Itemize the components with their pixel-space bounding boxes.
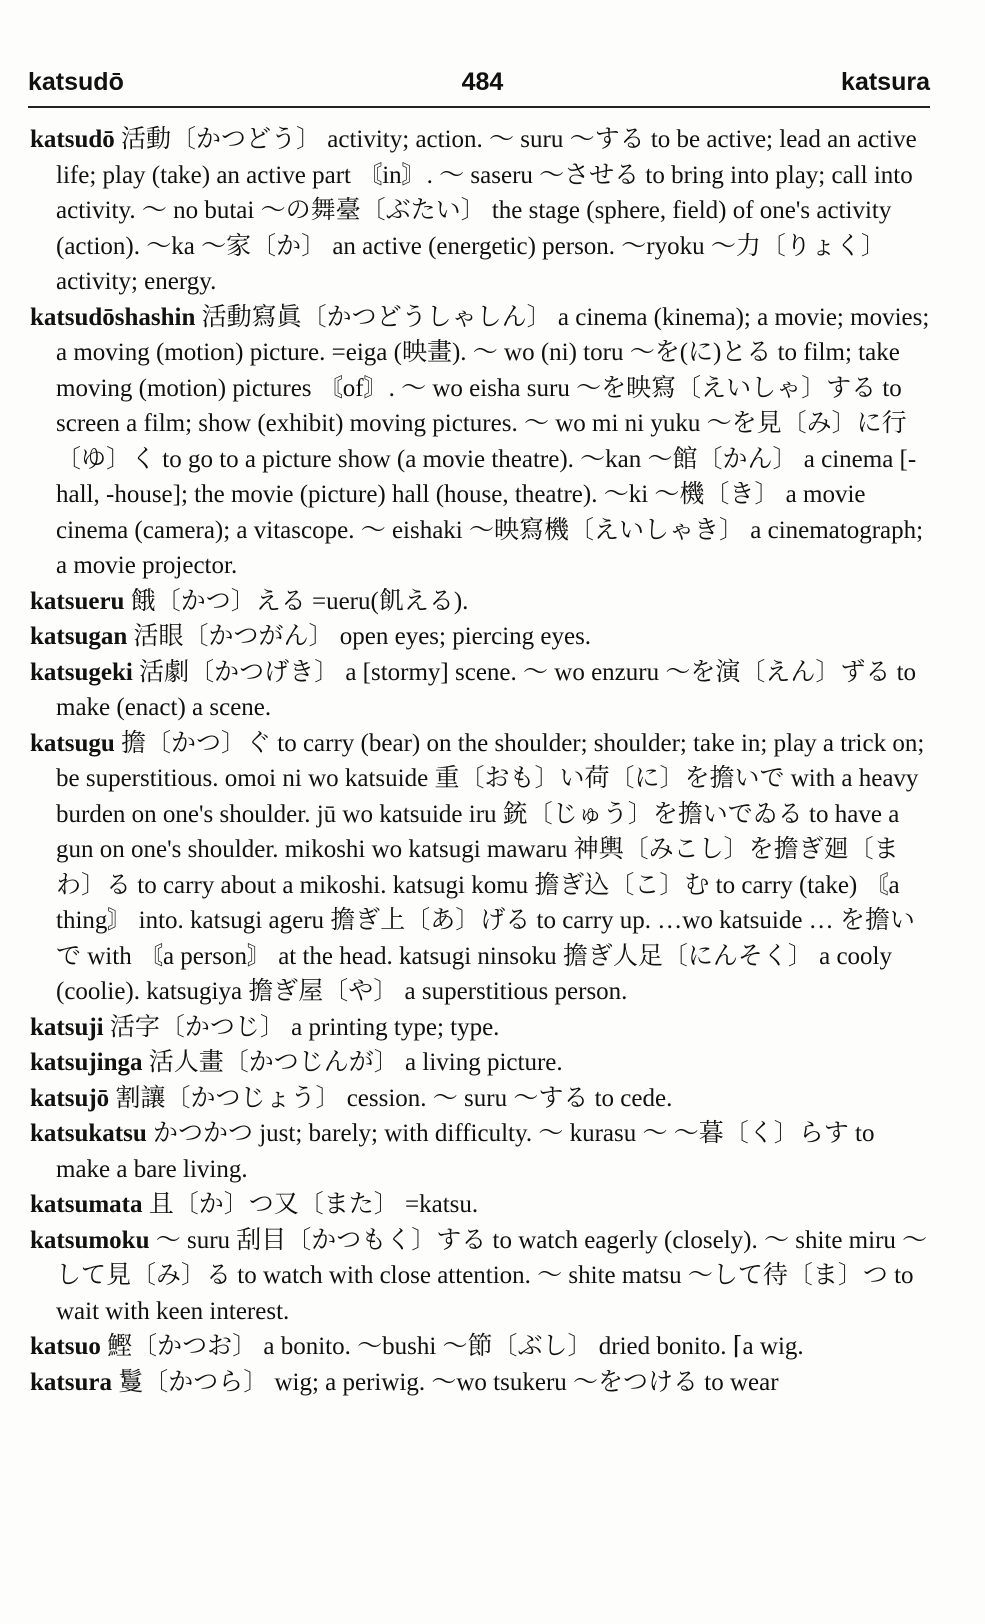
headword: katsugeki (30, 658, 133, 686)
definition: 鰹〔かつお〕 a bonito. ～bushi ～節〔ぶし〕 dried bonito. ⌈a wig. (107, 1333, 804, 1360)
definition: 活眼〔かつがん〕 open eyes; piercing eyes. (133, 623, 592, 650)
entry-katsukatsu (30, 1116, 933, 1187)
header-left-guide-word: katsudō (28, 68, 124, 96)
entry-katsura (30, 1365, 933, 1401)
page-header (28, 68, 930, 97)
headword: katsukatsu (30, 1120, 147, 1147)
definition: 活字〔かつじ〕 a printing type; type. (109, 1013, 500, 1041)
entry-katsuji (30, 1010, 933, 1046)
headword: katsumata (30, 1191, 143, 1218)
headword: katsuo (30, 1333, 101, 1360)
headword: katsumoku (30, 1226, 150, 1254)
entry-katsujinga (30, 1045, 933, 1081)
entry-katsudo (30, 122, 933, 300)
headword: katsudō (30, 126, 115, 153)
entry-katsugu (30, 726, 933, 1010)
entry-katsueru (30, 584, 933, 620)
headword: katsujō (30, 1084, 110, 1112)
headword: katsuji (30, 1013, 104, 1041)
entry-katsugan (30, 619, 933, 655)
definition: 且〔か〕つ又〔また〕 =katsu. (148, 1191, 479, 1218)
headword: katsueru (30, 587, 125, 615)
dictionary-entries (30, 122, 933, 1400)
definition: かつかつ just; barely; with difficulty. ～ kurasu ～ ～暮〔く〕らす to make a bare living. (56, 1120, 875, 1183)
entry-katsugeki (30, 655, 933, 726)
headword: katsujinga (30, 1049, 143, 1076)
entry-katsujo (30, 1081, 933, 1117)
definition: ～ suru 刮目〔かつもく〕する to watch eagerly (closely). ～ shite miru ～して見〔み〕る to watch with close attention. ～ shite matsu ～して待〔ま〕つ to wait with keen interest. (56, 1226, 928, 1325)
definition: 活劇〔かつげき〕 a [stormy] scene. ～ wo enzuru ～を演〔えん〕ずる to make (enact) a scene. (56, 658, 917, 721)
entry-katsudoshashin (30, 300, 933, 584)
headword: katsugan (30, 623, 128, 650)
page-number: 484 (461, 68, 504, 96)
definition: 割讓〔かつじょう〕 cession. ～ suru ～する to cede. (115, 1084, 673, 1112)
entry-katsumoku (30, 1223, 933, 1330)
entry-katsumata (30, 1187, 933, 1223)
definition: 餓〔かつ〕える =ueru(飢える). (130, 587, 469, 615)
headword: katsudōshashin (30, 303, 196, 331)
definition: 活動〔かつどう〕 activity; action. ～ suru ～する to be active; lead an active life; play (take) an active part 〘in〙. ～ saseru ～させる to bring into play; call into activity. ～ no butai ～の舞臺〔ぶたい〕 the stage (sphere, field) of one's activity (action). ～ka ～家〔か〕 an active (energetic) person. ～ryoku ～力〔りょく〕 activity; energy. (56, 126, 917, 295)
definition: 擔〔かつ〕ぐ to carry (bear) on the shoulder; shoulder; take in; play a trick on; be superstitious. omoi ni wo katsuide 重〔おも〕い荷〔に〕を擔いで with a heavy burden on one's shoulder. jū wo katsuide iru 銃〔じゅう〕を擔いでゐる to have a gun on one's shoulder. mikoshi wo katsugi mawaru 神輿〔みこし〕を擔ぎ廻〔まわ〕る to carry about a mikoshi. katsugi komu 擔ぎ込〔こ〕む to carry (take) 〘a thing〙 into. katsugi ageru 擔ぎ上〔あ〕げる to carry up. …wo katsuide … を擔いで with 〘a person〙 at the head. katsugi ninsoku 擔ぎ人足〔にんそく〕 a cooly (coolie). katsugiya 擔ぎ屋〔や〕 a superstitious person. (56, 729, 925, 1005)
headword: katsura (30, 1368, 112, 1396)
definition: 活動寫眞〔かつどうしゃしん〕 a cinema (kinema); a movie; movies; a moving (motion) picture. =eiga (映畫). ～ wo (ni) toru ～を(に)とる to film; take moving (motion) pictures 〘of〙. ～ wo eisha suru ～を映寫〔えいしゃ〕する to screen a film; show (exhibit) moving pictures. ～ wo mi ni yuku ～を見〔み〕に行〔ゆ〕く to go to a picture show (a movie theatre). ～kan ～館〔かん〕 a cinema [-hall, -house]; the movie (picture) hall (house, theatre). ～ki ～機〔き〕 a movie cinema (camera); a vitascope. ～ eishaki ～映寫機〔えいしゃき〕 a cinematograph; a movie projector. (56, 303, 930, 579)
header-rule (28, 106, 930, 108)
definition: 活人畫〔かつじんが〕 a living picture. (148, 1049, 563, 1076)
headword: katsugu (30, 729, 115, 757)
entry-katsuo (30, 1329, 933, 1365)
definition: 鬘〔かつら〕 wig; a periwig. ～wo tsukeru ～をつける to wear (118, 1368, 779, 1396)
header-right-guide-word: katsura (841, 68, 930, 96)
